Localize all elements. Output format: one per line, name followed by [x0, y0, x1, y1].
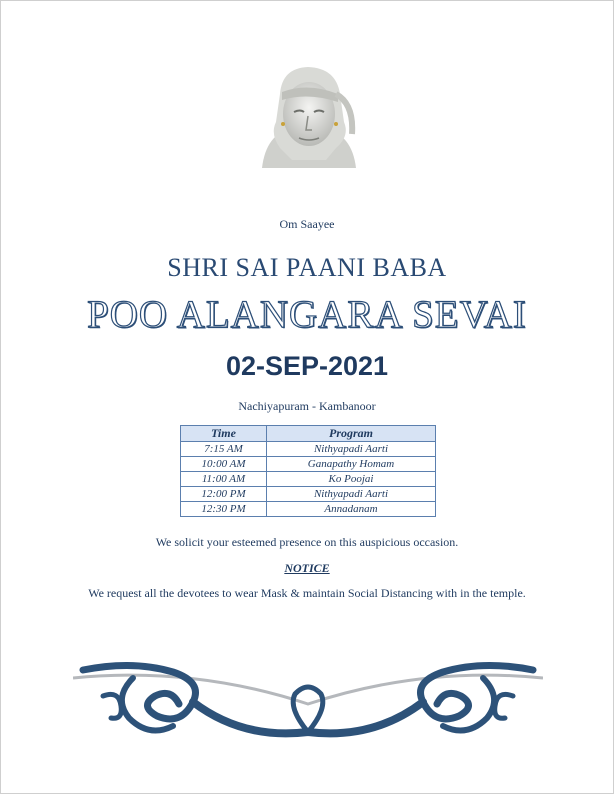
table-row	[181, 502, 436, 517]
program-cell: Nithyapadi Aarti	[267, 442, 436, 457]
table-row	[181, 457, 436, 472]
time-cell: 11:00 AM	[181, 472, 267, 487]
time-cell: 12:00 PM	[181, 487, 267, 502]
event-location: Nachiyapuram - Kambanoor	[238, 399, 376, 413]
time-column-header: Time	[181, 426, 267, 442]
time-cell: 10:00 AM	[181, 457, 267, 472]
program-cell: Ko Poojai	[267, 472, 436, 487]
time-cell: 7:15 AM	[181, 442, 267, 457]
table-row	[181, 442, 436, 457]
schedule-table	[180, 425, 436, 517]
program-cell: Annadanam	[267, 502, 436, 517]
notice-heading: NOTICE	[284, 561, 330, 575]
table-row	[181, 487, 436, 502]
scroll-flourish-icon	[73, 656, 543, 756]
event-date: 02-SEP-2021	[225, 351, 389, 381]
program-cell: Nithyapadi Aarti	[267, 487, 436, 502]
table-header-row	[181, 426, 436, 442]
greeting-text: Om Saayee	[279, 217, 335, 231]
notice-text: We request all the devotees to wear Mask & maintain Social Distancing with in the temple.	[88, 586, 526, 600]
program-cell: Ganapathy Homam	[267, 457, 436, 472]
event-title: POO ALANGARA SEVAI	[87, 293, 527, 336]
time-cell: 12:30 PM	[181, 502, 267, 517]
temple-title: SHRI SAI PAANI BABA	[167, 253, 447, 282]
invitation-text: We solicit your esteemed presence on this auspicious occasion.	[155, 535, 459, 549]
table-row	[181, 472, 436, 487]
sai-baba-portrait-icon	[252, 64, 364, 168]
program-column-header: Program	[267, 426, 436, 442]
